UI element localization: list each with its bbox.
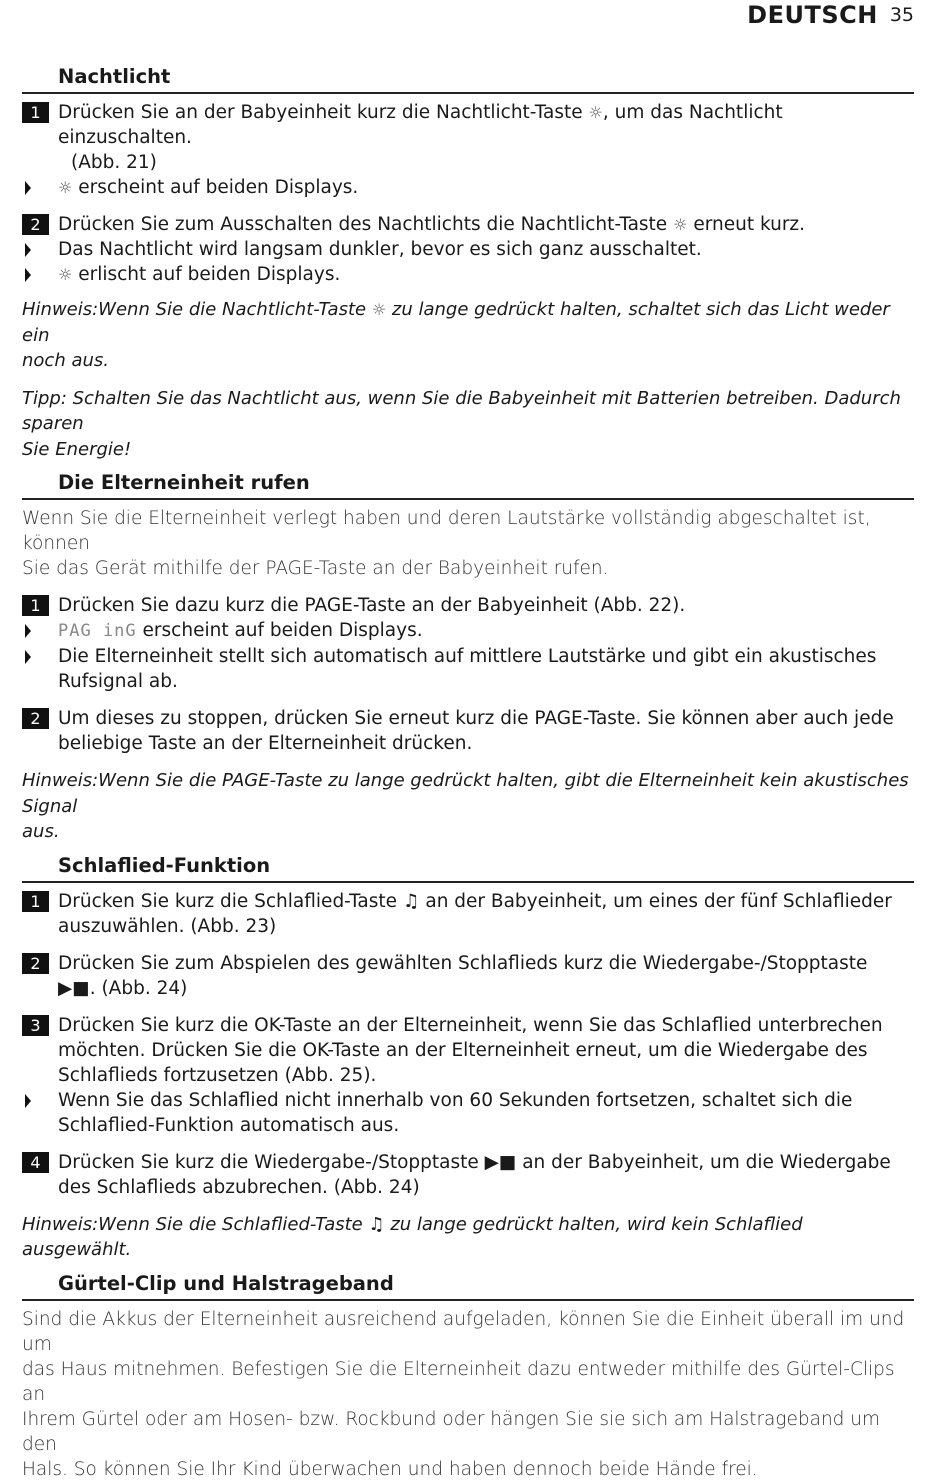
lcd-display-text: PAG inG (58, 621, 137, 641)
bullet-item: PAG inG erscheint auf beiden Displays. (22, 618, 914, 644)
bullet-icon (22, 1088, 58, 1113)
paragraph: Wenn Sie die Elterneinheit verlegt haben und deren Lautstärke vollständig abgeschaltet ist, können (22, 508, 871, 554)
paragraph: Hals. So können Sie Ihr Kind überwachen und haben dennoch beide Hände frei. (22, 1458, 758, 1480)
bullet-icon (22, 644, 58, 669)
step-number: 1 (22, 102, 49, 123)
step-number: 1 (22, 891, 49, 912)
page-header (747, 0, 914, 30)
note-text: Hinweis:Wenn Sie die Nachtlicht-Taste ☼ zu lange gedrückt halten, schaltet sich das Licht weder ein (22, 299, 890, 346)
step-item: 2 Drücken Sie zum Ausschalten des Nachtlichts die Nachtlicht-Taste ☼ erneut kurz. (22, 212, 914, 237)
bullet-icon (22, 262, 58, 287)
step-number: 2 (22, 708, 49, 729)
language-label: DEUTSCH (747, 1, 878, 29)
section-title-nachtlicht: Nachtlicht (22, 62, 914, 94)
step-item: 1 Drücken Sie kurz die Schlaflied-Taste ♫ an der Babyeinheit, um eines der fünf Schlaflieder auszuwählen. (Abb. 23) (22, 889, 914, 939)
step-item: 2 Drücken Sie zum Abspielen des gewählten Schlaflieds kurz die Wiedergabe-/Stopptaste ▶■. (Abb. 24) (22, 951, 914, 1001)
nightlight-icon: ☼ (673, 215, 688, 234)
tip-text: Tipp: Schalten Sie das Nachtlicht aus, wenn Sie die Babyeinheit mit Batterien betreiben. Dadurch sparen (22, 387, 901, 434)
step-item: 4 Drücken Sie kurz die Wiedergabe-/Stopptaste ▶■ an der Babyeinheit, um die Wiedergabe des Schlaflieds abzubrechen. (Abb. 24) (22, 1150, 914, 1200)
bullet-item: ☼ erlischt auf beiden Displays. (22, 262, 914, 287)
paragraph: Ihrem Gürtel oder am Hosen- bzw. Rockbund oder hängen Sie sie sich am Halstrageband um den (22, 1408, 881, 1455)
nightlight-icon: ☼ (588, 103, 603, 122)
step-number: 2 (22, 214, 49, 235)
step-continuation: (Abb. 21) (71, 152, 157, 173)
note-text: Hinweis:Wenn Sie die PAGE-Taste zu lange gedrückt halten, gibt die Elterneinheit kein akustisches Signal (22, 770, 909, 817)
step-item: 2 Um dieses zu stoppen, drücken Sie erneut kurz die PAGE-Taste. Sie können aber auch jede beliebige Taste an der Elterneinheit drücken. (22, 706, 914, 756)
section-title-guertelclip: Gürtel-Clip und Halstrageband (22, 1269, 914, 1301)
paragraph: Sie das Gerät mithilfe der PAGE-Taste an der Babyeinheit rufen. (22, 558, 609, 579)
note-text: Hinweis:Wenn Sie die Schlaflied-Taste ♫ zu lange gedrückt halten, wird kein Schlaflied ausgewählt. (22, 1213, 803, 1260)
page-number: 35 (889, 4, 914, 26)
step-number: 1 (22, 595, 49, 616)
step-item: 1 Drücken Sie dazu kurz die PAGE-Taste an der Babyeinheit (Abb. 22). (22, 593, 914, 618)
bullet-icon (22, 618, 58, 643)
bullet-item: Wenn Sie das Schlaflied nicht innerhalb von 60 Sekunden fortsetzen, schaltet sich die Schlaflied-Funktion automatisch aus. (22, 1088, 914, 1138)
step-item (22, 100, 914, 150)
nightlight-icon: ☼ (371, 300, 387, 319)
nightlight-icon: ☼ (58, 178, 73, 197)
step-text: Drücken Sie an der Babyeinheit kurz die Nachtlicht-Taste ☼, um das Nachtlicht einzuschalten. (58, 102, 783, 148)
paragraph: das Haus mitnehmen. Befestigen Sie die Elterneinheit dazu entweder mithilfe des Gürtel-Clips an (22, 1358, 895, 1405)
step-item: 3 Drücken Sie kurz die OK-Taste an der Elterneinheit, wenn Sie das Schlaflied unterbrechen möchten. Drücken Sie die OK-Taste an der Elterneinheit erneut, um die Wiedergabe des Schlaflieds fortzusetzen (Abb. 25). (22, 1013, 914, 1088)
bullet-icon (22, 237, 58, 262)
bullet-item: Das Nachtlicht wird langsam dunkler, bevor es sich ganz ausschaltet. (22, 237, 914, 262)
paragraph: Sind die Akkus der Elterneinheit ausreichend aufgeladen, können Sie die Einheit überall im und um (22, 1308, 905, 1355)
step-number: 4 (22, 1152, 49, 1173)
step-number: 3 (22, 1015, 49, 1036)
page-content (22, 62, 914, 1482)
note-text: noch aus. (22, 350, 109, 371)
tip-text: Sie Energie! (22, 438, 132, 460)
section-title-elterneinheit: Die Elterneinheit rufen (22, 468, 914, 500)
bullet-item: ☼ erscheint auf beiden Displays. (22, 175, 914, 200)
nightlight-icon: ☼ (58, 265, 73, 284)
step-number: 2 (22, 953, 49, 974)
bullet-item: Die Elterneinheit stellt sich automatisch auf mittlere Lautstärke und gibt ein akustisches Rufsignal ab. (22, 644, 914, 694)
bullet-icon (22, 175, 58, 200)
section-title-schlaflied: Schlaflied-Funktion (22, 851, 914, 883)
note-text: aus. (22, 821, 60, 842)
